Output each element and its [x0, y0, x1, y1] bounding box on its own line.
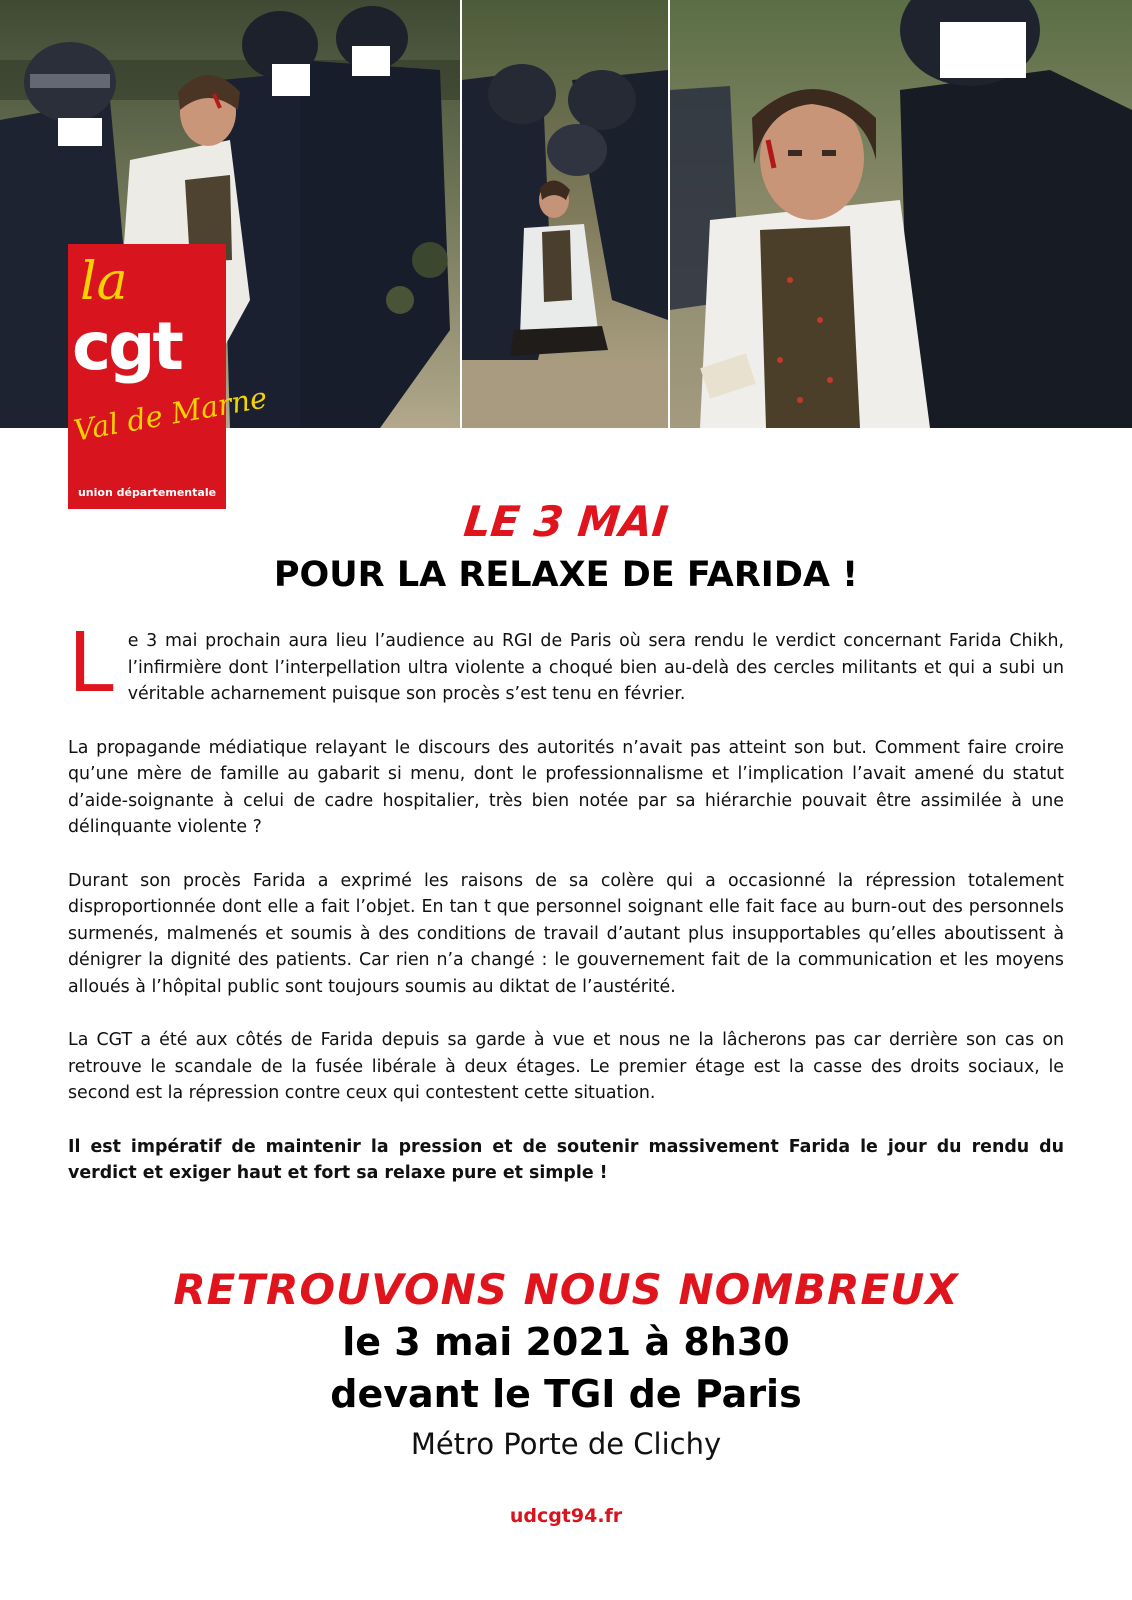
paragraph-1 — [68, 616, 1064, 711]
rally-heading: RETROUVONS NOUS NOMBREUX — [173, 1265, 959, 1314]
photo-kneeling-middle — [462, 0, 668, 428]
logo-val-de-marne-text: Val de Marne — [71, 380, 270, 448]
logo-la-text: la — [80, 252, 128, 312]
event-place: devant le TGI de Paris — [330, 1372, 802, 1416]
drop-cap: L — [68, 616, 114, 711]
article-body — [68, 616, 1064, 1214]
paragraph-1-text: e 3 mai prochain aura lieu l’audience au RGI de Paris où sera rendu le verdict concernant Farida Chikh, l’infirmière dont l’interpellation ultra violente a choqué bien au-delà des cercles militants et qui a subi un véritable acharnement puisque son procès s’est tenu en février. — [127, 631, 1064, 704]
event-metro: Métro Porte de Clichy — [410, 1427, 722, 1461]
event-date: le 3 mai 2021 à 8h30 — [342, 1320, 790, 1364]
website-link[interactable]: udcgt94.fr — [509, 1505, 623, 1527]
logo-union-text: union départementale — [77, 486, 217, 499]
cgt-logo — [68, 244, 270, 509]
paragraph-2: La propagande médiatique relayant le discours des autorités n’avait pas atteint son but. Comment faire croire qu’une mère de famille au gabarit si menu, dont le professionnalisme et l’implication l’avait amené du statut d’aide-soignante à celui de cadre hospitalier, très bien notée par sa hiérarchie pouvait être assimilée à une délinquante violente ? — [68, 737, 1064, 837]
paragraph-4: La CGT a été aux côtés de Farida depuis sa garde à vue et nous ne la lâcherons pas car derrière son cas on retrouve le scandale de la fusée libérale à deux étages. Le premier étage est la casse des droits sociaux, le second est la répression contre ceux qui contestent cette situation. — [68, 1030, 1064, 1103]
logo-cgt-text: cgt — [72, 308, 181, 385]
page-title: POUR LA RELAXE DE FARIDA ! — [273, 555, 859, 595]
paragraph-3: Durant son procès Farida a exprimé les raisons de sa colère qui a occasionné la répression totalement disproportionnée dont elle a fait l’objet. En tan t que personnel soignant elle fait face au burn-out des personnels surmenés, malmenés et soumis à des conditions de travail d’autant plus insupportables qu’elles aboutissent à dénigrer la dignité des patients. Car rien n’a changé : le gouvernement fait de la communication et les moyens alloués à l’hôpital public sont toujours soumis au diktat de l’austérité. — [68, 870, 1064, 997]
kicker-date: LE 3 MAI — [461, 497, 671, 546]
photo-closeup-right — [670, 0, 1132, 428]
callout-paragraph: Il est impératif de maintenir la pression et de soutenir massivement Farida le jour du rendu du verdict et exiger haut et fort sa relaxe pure et simple ! — [68, 1136, 1064, 1183]
